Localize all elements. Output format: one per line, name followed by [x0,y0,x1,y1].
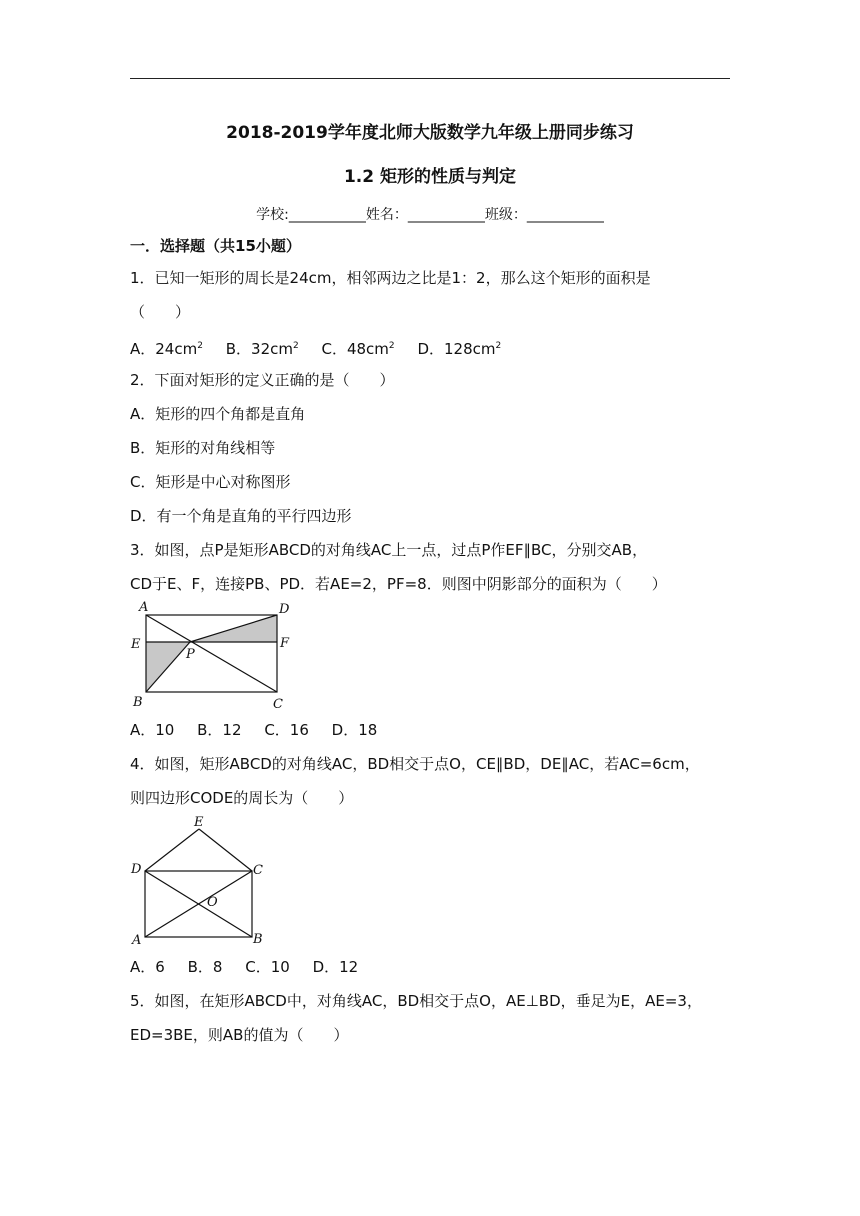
q1-stem-line2: （ ） [130,303,191,321]
q5-stem-line1: 5．如图，在矩形ABCD中，对角线AC，BD相交于点O，AE⊥BD，垂足为E，AE=3， [130,992,702,1010]
q3-label-e: E [131,637,141,652]
q2-option-d: D．有一个角是直角的平行四边形 [130,507,352,525]
header-rule [130,78,730,79]
q4-stem-line1: 4．如图，矩形ABCD的对角线AC，BD相交于点O，CE∥BD，DE∥AC，若AC=6cm， [130,755,700,773]
q4-label-d: D [131,862,142,877]
q3-label-c: C [273,697,283,712]
q3-label-d: D [279,602,290,617]
q1-option-a: A．$24cm^2$ [130,340,203,358]
q3-label-b: B [133,695,143,710]
q3-option-c: C．16 [264,721,309,739]
q3-option-d: D．18 [331,721,378,739]
q2-option-b: B．矩形的对角线相等 [130,439,276,457]
q3-stem-line2: CD于E、F，连接PB、PD．若AE=2，PF=8．则图中阴影部分的面积为（ ） [130,575,667,593]
q3-label-p: P [186,647,195,662]
q1-option-d: D．$128cm^2$ [417,340,502,358]
q4-option-d: D．12 [312,958,359,976]
q4-label-o: O [207,895,218,910]
q3-label-a: A [139,600,149,615]
q1-stem-line1: 1．已知一矩形的周长是24cm，相邻两边之比是1：2，那么这个矩形的面积是 [130,269,651,287]
q4-option-b: B．8 [187,958,223,976]
q2-option-a: A．矩形的四个角都是直角 [130,405,306,423]
q1-option-b: B．$32cm^2$ [225,340,299,358]
q4-option-a: A．6 [130,958,165,976]
q4-label-c: C [253,863,263,878]
q4-label-a: A [132,933,142,948]
q2-stem: 2．下面对矩形的定义正确的是（ ） [130,371,395,389]
q4-segment-de [145,829,199,871]
q1-option-c: C．$48cm^2$ [321,340,395,358]
q4-segment-ce [199,829,252,871]
q3-options [130,720,395,740]
q5-stem-line2: ED=3BE，则AB的值为（ ） [130,1026,349,1044]
q4-label-e: E [194,815,204,830]
q4-stem-line2: 则四边形CODE的周长为（ ） [130,789,354,807]
q3-stem-line1: 3．如图，点P是矩形ABCD的对角线AC上一点，过点P作EF∥BC，分别交AB， [130,541,648,559]
section-heading: 一．选择题（共15小题） [130,237,301,255]
document-subtitle: 1.2 矩形的性质与判定 [343,167,517,187]
q3-option-a: A．10 [130,721,175,739]
q4-rectangle-figure [128,814,268,948]
q3-label-f: F [280,636,290,651]
q1-options [130,336,519,359]
q4-label-b: B [253,932,263,947]
student-info-line: 学校:___________姓名：___________班级：___________ [256,207,604,223]
q3-option-b: B．12 [197,721,242,739]
q4-option-c: C．10 [245,958,290,976]
document-title: 2018-2019学年度北师大版数学九年级上册同步练习 [226,123,634,143]
q2-option-c: C．矩形是中心对称图形 [130,473,291,491]
q3-rectangle-figure [130,598,300,712]
q4-options [130,957,376,977]
